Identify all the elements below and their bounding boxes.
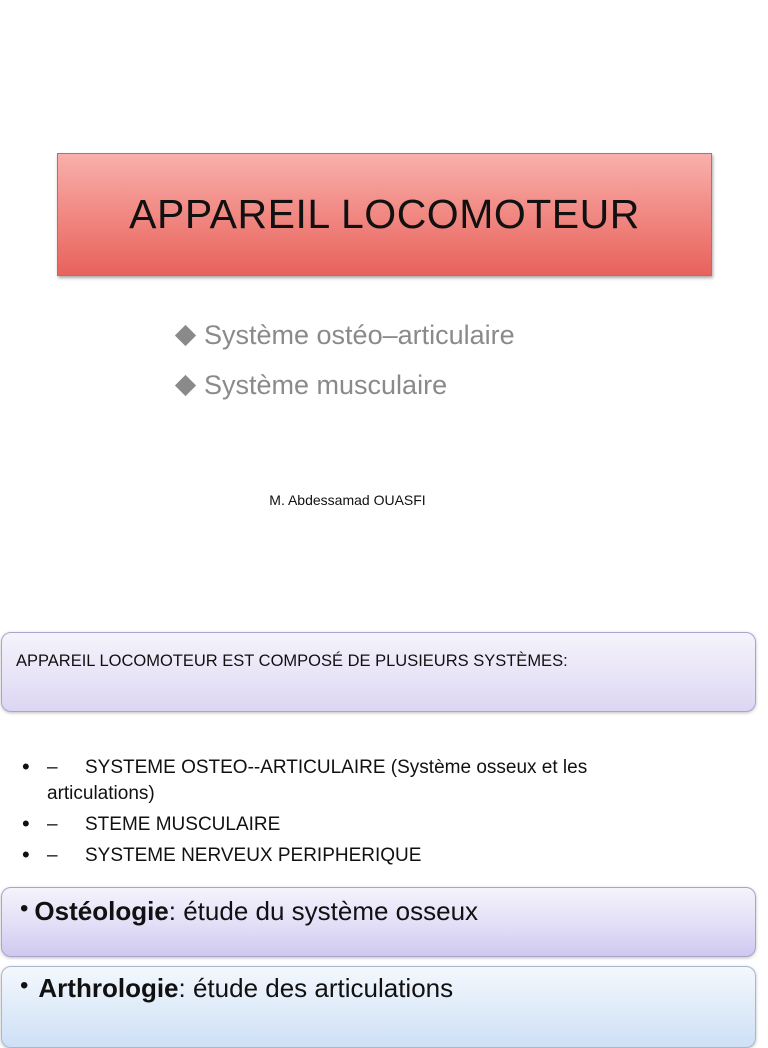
diamond-bullet-icon [175, 324, 196, 345]
subtitle-list [172, 310, 515, 410]
definition-term: Ostéologie [34, 896, 169, 926]
definition-box-arthrologie [1, 966, 756, 1048]
list-item [22, 843, 602, 869]
definition-box-osteologie [1, 887, 756, 957]
bullet-dot-icon: • [20, 895, 29, 922]
subtitle-text: Système musculaire [204, 369, 448, 400]
definition-desc: : étude du système osseux [168, 896, 479, 926]
diamond-bullet-icon [175, 374, 196, 395]
dash: – [47, 814, 58, 835]
definition-term: Arthrologie [38, 973, 179, 1003]
systems-list [22, 755, 602, 874]
bullet-dot-icon: • [22, 811, 30, 836]
list-item-text: STEME MUSCULAIRE [85, 814, 281, 835]
definition-line [20, 973, 453, 1004]
dash: – [47, 757, 58, 778]
dash: – [47, 845, 58, 866]
definition-line [20, 896, 478, 927]
subtitle-item [172, 360, 515, 410]
subtitle-text: Système ostéo–articulaire [204, 319, 515, 350]
bullet-dot-icon: • [22, 842, 30, 867]
title-banner [57, 153, 712, 276]
slide-title: APPAREIL LOCOMOTEUR [129, 191, 640, 237]
list-item [22, 812, 602, 838]
bullet-dot-icon: • [22, 754, 30, 779]
list-item-text: SYSTEME NERVEUX PERIPHERIQUE [85, 845, 422, 866]
subtitle-item [172, 310, 515, 360]
heading-box [1, 632, 756, 712]
definition-desc: : étude des articulations [178, 973, 454, 1003]
heading-text: APPAREIL LOCOMOTEUR EST COMPOSÉ DE PLUSIEURS SYSTÈMES: [16, 652, 568, 670]
list-item [22, 755, 602, 807]
list-item-text: SYSTEME OSTEO--ARTICULAIRE (Système osseux et les articulations) [47, 757, 588, 804]
bullet-dot-icon: • [20, 972, 29, 999]
author-name: M. Abdessamad OUASFI [269, 492, 426, 508]
